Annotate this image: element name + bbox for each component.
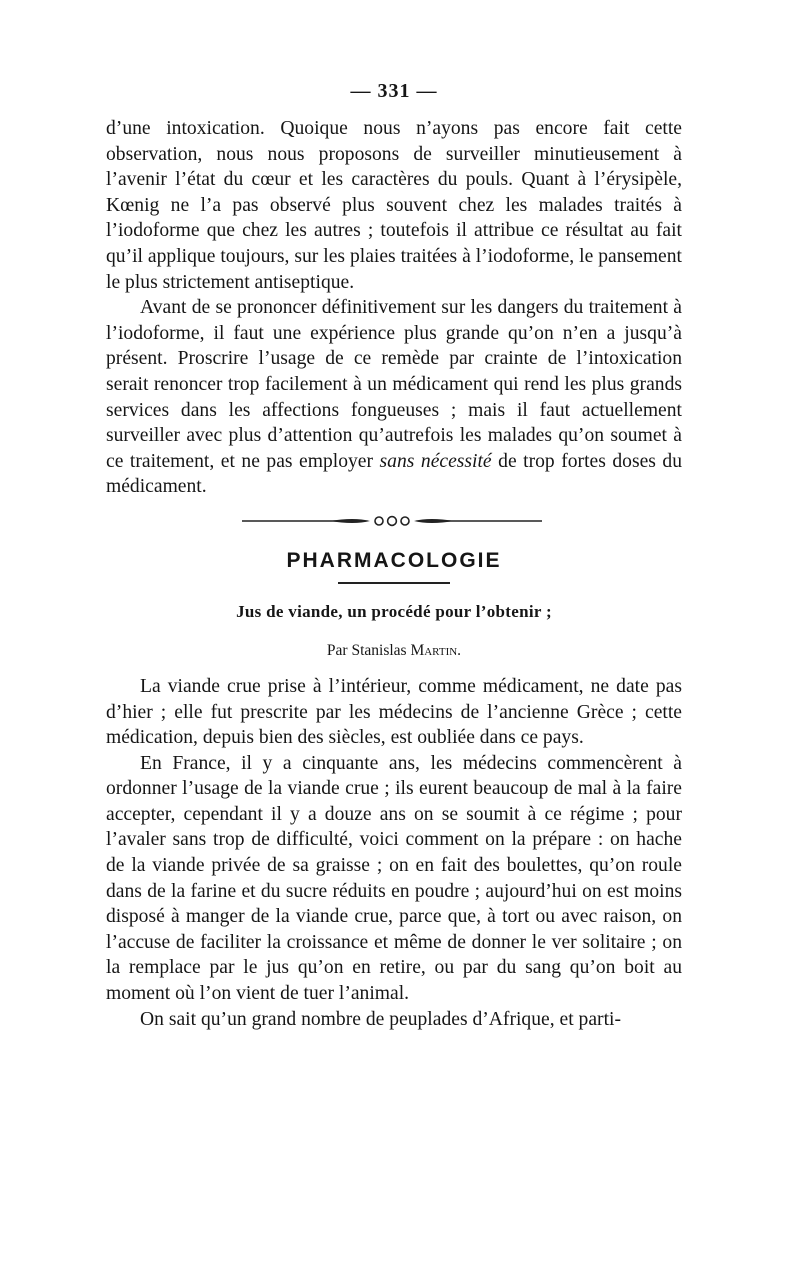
section-divider-ornament <box>106 504 682 538</box>
ornament-rule-icon <box>242 514 542 528</box>
page-number: — 331 — <box>350 80 438 102</box>
paragraph-text-after-emphasis: de trop fortes doses du médicament. <box>106 450 683 498</box>
byline <box>106 640 682 662</box>
article-body <box>106 674 682 1032</box>
paragraph-africa: On sait qu’un grand nombre de peuplades d’Afrique, et parti- <box>140 1008 621 1030</box>
paragraph-france-usage: En France, il y a cinquante ans, les médecins commencèrent à ordonner l’usage de la viande crue ; ils eurent beaucoup de mal à la faire accepter, cependant il y a douze ans on se soumit à ce régime ; pour l’avaler sans trop de difficulté, voici comment on la prépare : on hache de la viande privée de sa graisse ; on en fait des boulettes, qu’on roule dans de la farine et du sucre réduits en poudre ; aujourd’hui on est moins disposé à manger de la viande crue, parce que, à tort ou avec raison, on l’accuse de faciliter la croissance et même de donner le ver solitaire ; on la remplace par le jus qu’on en retire, ou par du sang qu’on boit au moment où l’on vient de tuer l’animal. <box>106 752 682 1005</box>
author-name: Martin. <box>410 641 462 659</box>
byline-prefix: Par Stanislas <box>326 641 407 659</box>
section-title: PHARMACOLOGIE <box>286 548 502 572</box>
article-title: Jus de viande, un procédé pour l’obtenir ; <box>236 601 552 621</box>
paragraph-intoxication: d’une intoxication. Quoique nous n’ayons pas encore fait cette observation, nous nous proposons de surveiller minutieusement à l’avenir l’état du cœur et les caractères du pouls. Quant à l’érysipèle, Kœnig ne l’a pas observé plus souvent chez les malades traités à l’iodoforme que chez les autres ; toutefois il attribue ce résultat au fait qu’il applique toujours, sur les plaies traitées à l’iodoforme, le pansement le plus strictement antiseptique. <box>106 118 682 293</box>
paragraph-text-before-emphasis: Avant de se prononcer définitivement sur les dangers du traitement à l’iodoforme, il faut une expérience plus grande qu’on n’en a jusqu’à présent. Proscrire l’usage de ce remède par crainte de l’intoxication serait renoncer trop facilement à un médicament qui rend les plus grands services dans les affections fongueuses ; mais il faut actuellement surveiller avec plus d’attention qu’autrefois les malades qu’on soumet à ce traitement, et ne pas employer <box>106 297 682 472</box>
paragraph-raw-meat-history: La viande crue prise à l’intérieur, comme médicament, ne date pas d’hier ; elle fut prescrite par les médecins de l’ancienne Grèce ; cette médication, depuis bien des siècles, est oubliée dans ce pays. <box>106 675 682 749</box>
book-page <box>106 78 682 1032</box>
emphasis-text: sans nécessité <box>379 450 492 472</box>
section-title-rule <box>338 582 450 584</box>
paragraph-iodoform-conclusion <box>106 295 682 500</box>
